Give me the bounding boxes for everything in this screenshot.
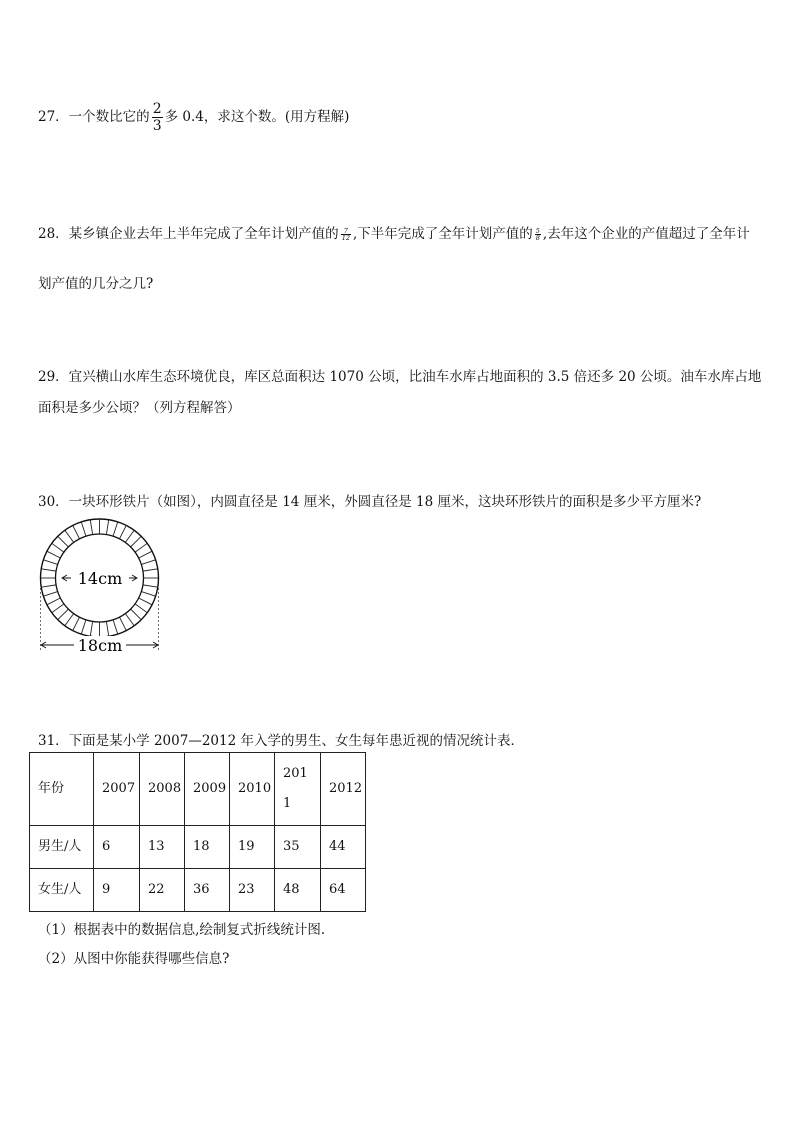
- annulus-spoke: [43, 592, 57, 597]
- annulus-spoke: [58, 536, 69, 547]
- question-29-line1: 29．宜兴横山水库生态环境优良，库区总面积达 1070 公顷，比油车水库占地面积的 3.5 倍还多 20 公顷。油车水库占地: [38, 369, 762, 385]
- annulus-figure: [34, 514, 166, 656]
- table-cell: 44: [321, 826, 366, 869]
- annulus-spoke: [113, 522, 118, 536]
- annulus-spoke: [119, 617, 126, 630]
- table-cell: 9: [94, 869, 140, 912]
- table-row-label: 女生/人: [30, 869, 94, 912]
- table-cell: 23: [230, 869, 275, 912]
- table-cell: 48: [275, 869, 321, 912]
- question-27: [38, 102, 349, 133]
- annulus-spoke: [65, 614, 74, 626]
- table-cell: 19: [230, 826, 275, 869]
- annulus-spoke: [106, 520, 108, 535]
- annulus-spoke: [41, 585, 56, 587]
- annulus-spoke: [52, 604, 64, 613]
- q27-prefix: 27．一个数比它的: [38, 109, 150, 125]
- table-header-cell-2011: 201 1: [275, 753, 321, 826]
- annulus-spoke: [43, 560, 57, 565]
- q27-suffix: 多 0.4，求这个数。(用方程解): [164, 109, 350, 125]
- question-28-line2: 划产值的几分之几?: [38, 276, 154, 292]
- annulus-spoke: [106, 621, 108, 636]
- table-header-cell: 2012: [321, 753, 366, 826]
- annulus-spoke: [65, 530, 74, 542]
- question-31-sub1: （1）根据表中的数据信息,绘制复式折线统计图.: [38, 922, 326, 938]
- q28-fraction-2: $\frac{5}{8}$: [535, 226, 540, 242]
- table-header-row: [30, 753, 366, 826]
- annulus-spoke: [41, 569, 56, 571]
- q27-fraction: $\frac{2}{3}$: [152, 101, 162, 134]
- annulus-spoke: [131, 536, 142, 547]
- inner-diameter-label: 14cm: [77, 569, 123, 588]
- question-31-sub2: （2）从图中你能获得哪些信息?: [38, 951, 230, 967]
- annulus-spoke: [47, 598, 60, 605]
- table-cell: 35: [275, 826, 321, 869]
- annulus-spoke: [81, 522, 86, 536]
- annulus-spoke: [119, 525, 126, 538]
- annulus-spoke: [73, 525, 80, 538]
- annulus-spoke: [90, 520, 92, 535]
- table-row-girls: [30, 869, 366, 912]
- question-29-line2: 面积是多少公顷？（列方程解答）: [38, 400, 241, 416]
- table-header-cell: 年份: [30, 753, 94, 826]
- annulus-spoke: [125, 530, 134, 542]
- annulus-spoke: [141, 560, 155, 565]
- table-header-cell: 2008: [140, 753, 185, 826]
- table-header-cell: 2010: [230, 753, 275, 826]
- table-cell: 13: [140, 826, 185, 869]
- table-row-label: 男生/人: [30, 826, 94, 869]
- annulus-spoke: [81, 620, 86, 634]
- annulus-spoke: [47, 551, 60, 558]
- annulus-spoke: [52, 543, 64, 552]
- annulus-spoke: [125, 614, 134, 626]
- question-28-line1: 28．某乡镇企业去年上半年完成了全年计划产值的 $\frac{7}{12}$ ,下半年完成了全年计划产值的 $\frac{5}{8}$ ,去年这个企业的产值超过了全年计: [38, 226, 750, 242]
- annulus-spoke: [139, 598, 152, 605]
- annulus-spoke: [135, 543, 147, 552]
- annulus-spoke: [58, 609, 69, 620]
- outer-diameter-label: 18cm: [77, 636, 123, 655]
- table-cell: 22: [140, 869, 185, 912]
- table-cell: 18: [185, 826, 230, 869]
- annulus-spoke: [131, 609, 142, 620]
- annulus-spoke: [143, 585, 158, 587]
- table-row-boys: [30, 826, 366, 869]
- table-cell: 36: [185, 869, 230, 912]
- annulus-spoke: [73, 617, 80, 630]
- question-30-text: 30．一块环形铁片（如图），内圆直径是 14 厘米，外圆直径是 18 厘米，这块环形铁片的面积是多少平方厘米?: [38, 494, 702, 510]
- question-31-text: 31．下面是某小学 2007—2012 年入学的男生、女生每年患近视的情况统计表．: [38, 733, 524, 749]
- annulus-spoke: [90, 621, 92, 636]
- table-cell: 64: [321, 869, 366, 912]
- annulus-spoke: [141, 592, 155, 597]
- table-header-cell: 2009: [185, 753, 230, 826]
- annulus-spoke: [135, 604, 147, 613]
- table-header-cell: 2007: [94, 753, 140, 826]
- myopia-table: [29, 752, 366, 912]
- annulus-spoke: [139, 551, 152, 558]
- annulus-spoke: [113, 620, 118, 634]
- annulus-spoke: [143, 569, 158, 571]
- table-cell: 6: [94, 826, 140, 869]
- q28-fraction-1: $\frac{7}{12}$: [341, 226, 350, 242]
